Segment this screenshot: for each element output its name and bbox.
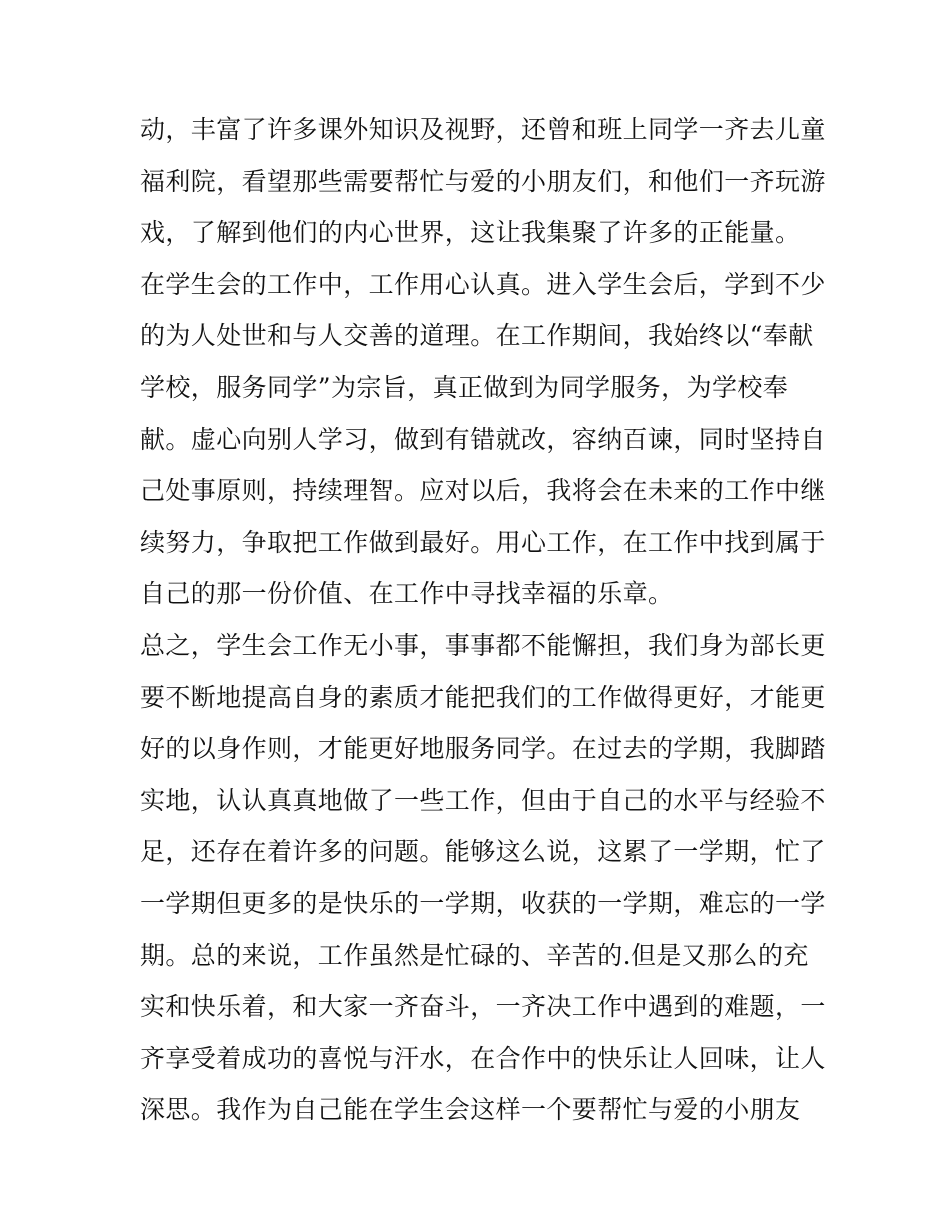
text-line: 深思。我作为自己能在学生会这样一个要帮忙与爱的小朋友	[140, 1095, 801, 1125]
text-line: 献。虚心向别人学习，做到有错就改，容纳百谏，同时坚持自	[140, 424, 826, 454]
text-line: 学校，服务同学”为宗旨，真正做到为同学服务，为学校奉	[140, 372, 789, 402]
body-text	[140, 104, 840, 1136]
text-line: 期。总的来说，工作虽然是忙碌的、辛苦的.但是又那么的充	[140, 940, 809, 970]
text-line: 的为人处世和与人交善的道理。在工作期间，我始终以“奉献	[140, 321, 814, 351]
text-line: 一学期但更多的是快乐的一学期，收获的一学期，难忘的一学	[140, 888, 826, 918]
text-line: 实地，认认真真地做了一些工作，但由于自己的水平与经验不	[140, 785, 826, 815]
text-line: 续努力，争取把工作做到最好。用心工作，在工作中找到属于	[140, 527, 826, 557]
text-line: 在学生会的工作中，工作用心认真。进入学生会后，学到不少	[140, 269, 826, 299]
text-line: 总之，学生会工作无小事，事事都不能懈担，我们身为部长更	[140, 630, 826, 660]
text-line: 齐享受着成功的喜悦与汗水，在合作中的快乐让人回味，让人	[140, 1043, 826, 1073]
text-line: 戏，了解到他们的内心世界，这让我集聚了许多的正能量。	[140, 218, 801, 248]
text-line: 动，丰富了许多课外知识及视野，还曾和班上同学一齐去儿童	[140, 115, 826, 144]
text-line: 好的以身作则，才能更好地服务同学。在过去的学期，我脚踏	[140, 734, 826, 764]
text-line: 实和快乐着，和大家一齐奋斗，一齐决工作中遇到的难题，一	[140, 992, 826, 1022]
text-line: 足，还存在着许多的问题。能够这么说，这累了一学期，忙了	[140, 837, 826, 867]
text-line: 己处事原则，持续理智。应对以后，我将会在未来的工作中继	[140, 476, 826, 506]
text-line: 自己的那一份价值、在工作中寻找幸福的乐章。	[140, 579, 674, 609]
text-line: 福利院，看望那些需要帮忙与爱的小朋友们，和他们一齐玩游	[140, 166, 826, 196]
text-line: 要不断地提高自身的素质才能把我们的工作做得更好，才能更	[140, 682, 826, 712]
